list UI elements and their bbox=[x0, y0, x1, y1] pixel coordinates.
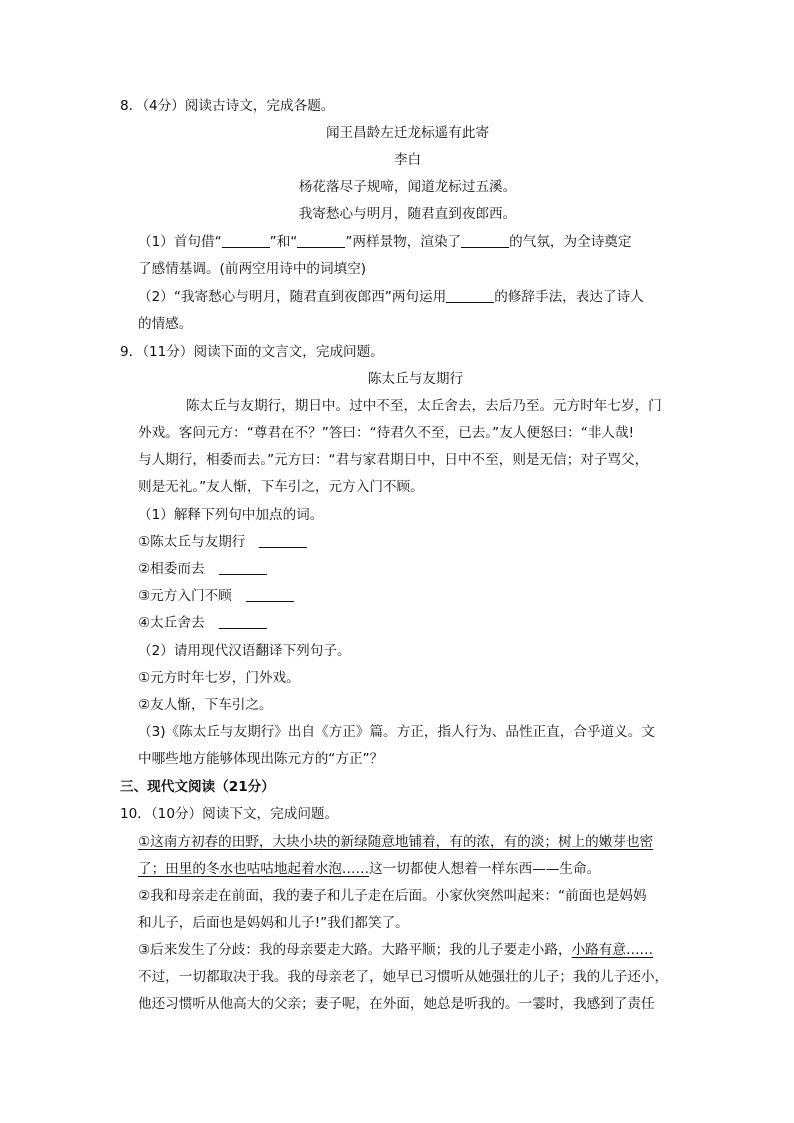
q10-p1-underlined: 了；田里的冬水也咕咕地起着水泡…… bbox=[138, 861, 370, 877]
q9-sub1-item bbox=[138, 613, 267, 633]
poem-line-1: 杨花落尽子规啼，闻道龙标过五溪。 bbox=[298, 179, 517, 195]
q9-sub3-line-2: 中哪些地方能够体现出陈元方的“方正”？ bbox=[138, 751, 384, 767]
q9-sub2: （2）请用现代汉语翻译下列句子。 bbox=[138, 643, 351, 659]
answer-blank[interactable] bbox=[222, 233, 270, 248]
q10-p3-line-3: 他还习惯听从他高大的父亲；妻子呢，在外面，她总是听我的。一霎时，我感到了责任 bbox=[138, 996, 655, 1012]
q9-sub1-item-text: ①陈太丘与友期行 bbox=[138, 534, 246, 550]
q9-sub1-item bbox=[138, 586, 294, 606]
q9-sub2-item: ①元方时年七岁，门外戏。 bbox=[138, 670, 300, 686]
q10-header: 10．（10分）阅读下文，完成问题。 bbox=[120, 806, 339, 822]
poem-title: 闻王昌龄左迁龙标遥有此寄 bbox=[325, 125, 490, 141]
q9-sub1-item-text: ②相委而去 bbox=[138, 561, 205, 577]
q8-sub2 bbox=[138, 287, 644, 307]
q9-para-line-3: 与人期行，相委而去。”元方曰：“君与家君期日中，日中不至，则是无信；对子骂父， bbox=[138, 452, 649, 468]
q8-sub1-text-a: （1）首句借“ bbox=[138, 234, 222, 250]
q8-sub2-text-b: 的修辞手法，表达了诗人 bbox=[494, 289, 644, 305]
q10-p2-line-2: 和儿子，后面也是妈妈和儿子!”我们都笑了。 bbox=[138, 915, 409, 931]
q8-header: 8．（4分）阅读古诗文，完成各题。 bbox=[120, 98, 335, 114]
q9-para-line-4: 则是无礼。”友人惭，下车引之，元方入门不顾。 bbox=[138, 479, 424, 495]
section-heading: 三、现代文阅读（21分） bbox=[120, 779, 275, 795]
q10-p2-line-1: ②我和母亲走在前面，我的妻子和儿子走在后面。小家伙突然叫起来：“前面也是妈妈 bbox=[138, 888, 647, 904]
q8-sub1-cont: 了感情基调。(前两空用诗中的词填空) bbox=[138, 261, 367, 277]
answer-blank[interactable] bbox=[219, 560, 267, 575]
q9-sub1-item-text: ④太丘舍去 bbox=[138, 615, 205, 631]
q10-p1-rest: 这一切都使人想着一样东西——生命。 bbox=[369, 861, 601, 877]
q9-sub2-item: ②友人惭，下车引之。 bbox=[138, 697, 273, 713]
q9-sub1-item-text: ③元方入门不顾 bbox=[138, 588, 232, 604]
answer-blank[interactable] bbox=[461, 233, 509, 248]
q8-sub1-text-b: ”和“ bbox=[269, 234, 298, 250]
poem-author: 李白 bbox=[393, 152, 422, 168]
q10-p3-underlined: 小路有意…… bbox=[571, 942, 654, 958]
q10-p1-line-1: ①这南方初春的田野，大块小块的新绿随意地铺着，有的浓，有的淡；树上的嫩芽也密 bbox=[138, 834, 654, 850]
q10-p1-line-2 bbox=[138, 859, 600, 879]
answer-blank[interactable] bbox=[246, 587, 294, 602]
q9-header: 9．（11分）阅读下面的文言文，完成问题。 bbox=[120, 344, 384, 360]
q8-sub2-cont: 的情感。 bbox=[138, 316, 193, 332]
q9-para-line-1: 陈太丘与友期行，期日中。过中不至，太丘舍去，去后乃至。元方时年七岁，门 bbox=[186, 398, 662, 414]
answer-blank[interactable] bbox=[259, 533, 307, 548]
answer-blank[interactable] bbox=[219, 614, 267, 629]
q10-p3-line-2: 不过，一切都取决于我。我的母亲老了，她早已习惯听从她强壮的儿子；我的儿子还小， bbox=[138, 969, 669, 985]
q9-para-line-2: 外戏。客问元方：“尊君在不？”答曰：“待君久不至，已去。”友人便怒曰：“非人哉! bbox=[138, 425, 635, 441]
q9-title: 陈太丘与友期行 bbox=[367, 371, 464, 387]
answer-blank[interactable] bbox=[297, 233, 345, 248]
q8-sub1-text-c: ”两样景物，渲染了 bbox=[345, 234, 462, 250]
q10-p3-line-1 bbox=[138, 940, 653, 960]
answer-blank[interactable] bbox=[446, 288, 494, 303]
q8-sub2-text-a: （2）“我寄愁心与明月，随君直到夜郎西”两句运用 bbox=[138, 289, 447, 305]
q9-sub3-line-1: （3)《陈太丘与友期行》出自《方正》篇。方正，指人行为、品性正直，合乎道义。文 bbox=[138, 724, 655, 740]
q9-sub1: （1）解释下列句中加点的词。 bbox=[138, 507, 324, 523]
q8-sub1 bbox=[138, 232, 632, 252]
q9-sub1-item bbox=[138, 559, 267, 579]
q9-sub1-item bbox=[138, 532, 307, 552]
q8-sub1-text-d: 的气氛，为全诗奠定 bbox=[509, 234, 632, 250]
poem-line-2: 我寄愁心与明月，随君直到夜郎西。 bbox=[298, 206, 517, 222]
q10-p3-text: ③后来发生了分歧：我的母亲要走大路。大路平顺；我的儿子要走小路， bbox=[138, 942, 572, 958]
